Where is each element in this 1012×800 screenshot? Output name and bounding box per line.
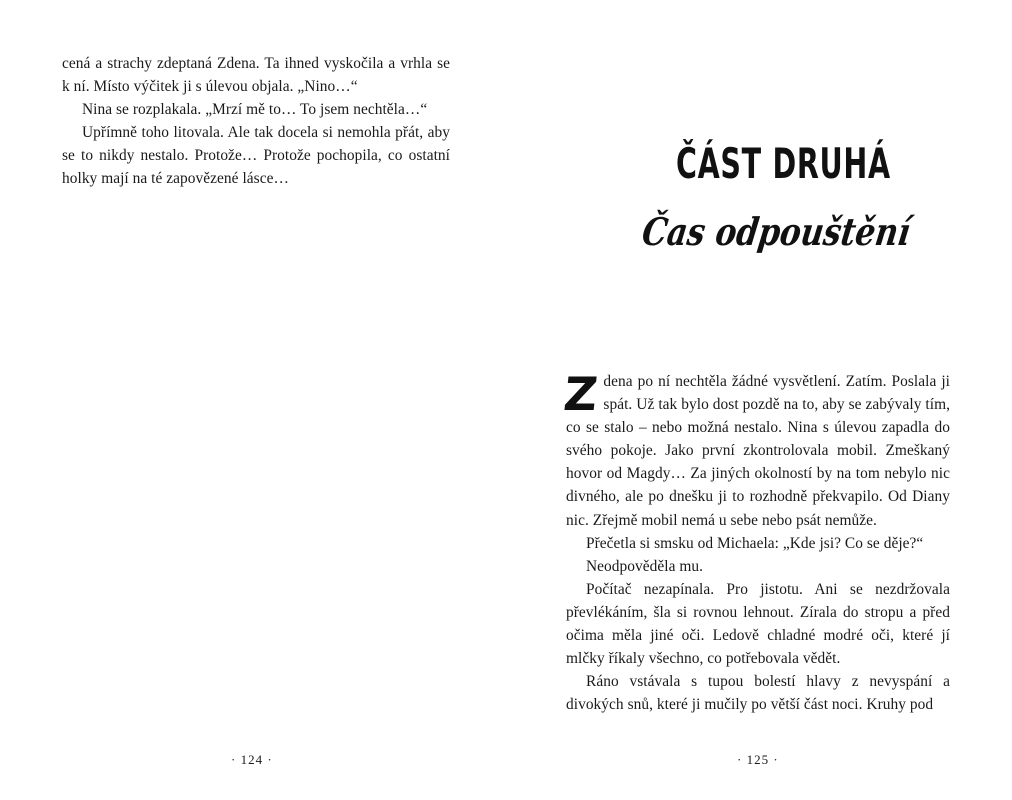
right-page-number: · 125 · bbox=[737, 752, 779, 767]
right-paragraph-3: Neodpověděla mu. bbox=[586, 557, 704, 575]
part-subtitle: Čas odpouštění bbox=[639, 209, 914, 254]
right-paragraph-5: Ráno vstávala s tupou bolestí hlavy z nevyspání a divokých snů, které ji mučily po větší část noci. Kruhy pod bbox=[566, 673, 950, 714]
right-page-body bbox=[561, 367, 950, 716]
left-page-number: · 124 · bbox=[231, 752, 273, 767]
left-page-body bbox=[62, 52, 450, 191]
part-title: ČÁST DRUHÁ bbox=[676, 139, 891, 188]
left-paragraph-2: Nina se rozplakala. „Mrzí mě to… To jsem nechtěla…“ bbox=[82, 101, 428, 119]
left-paragraph-3: Upřímně toho litovala. Ale tak docela si nemohla přát, aby se to nikdy nestalo. Protože… Protože pochopila, co ostatní holky mají na té zapovězené lásce… bbox=[62, 124, 450, 188]
drop-cap: Z bbox=[561, 367, 601, 421]
right-paragraph-2: Přečetla si smsku od Michaela: „Kde jsi? Co se děje?“ bbox=[586, 534, 924, 552]
right-paragraph-4: Počítač nezapínala. Pro jistotu. Ani se nezdržovala převlékáním, šla si rovnou lehnout. Zírala do stropu a před očima měla jiné oči. Ledově chladné modré oči, které jí mlčky říkaly všechno, co potřebovala vědět. bbox=[566, 580, 950, 668]
right-paragraph-1 bbox=[561, 367, 950, 532]
left-paragraph-1: cená a strachy zdeptaná Zdena. Ta ihned vyskočila a vrhla se k ní. Místo výčitek ji s úlevou objala. „Nino…“ bbox=[62, 55, 450, 96]
right-paragraph-1-text: dena po ní nechtěla žádné vysvětlení. Zatím. Poslala ji spát. Už tak bylo dost pozdě na to, aby se zabývaly tím, co se stalo – nebo možná nestalo. Nina s úlevou zapadla do svého pokoje. Jako první zkontrolovala mobil. Zmeškaný hovor od Magdy… Za jiných okolností by na tom nebylo nic divného, ale po dnešku ji to rozhodně překvapilo. Od Diany nic. Zřejmě mobil nemá u sebe nebo psát nemůže. bbox=[566, 373, 950, 529]
